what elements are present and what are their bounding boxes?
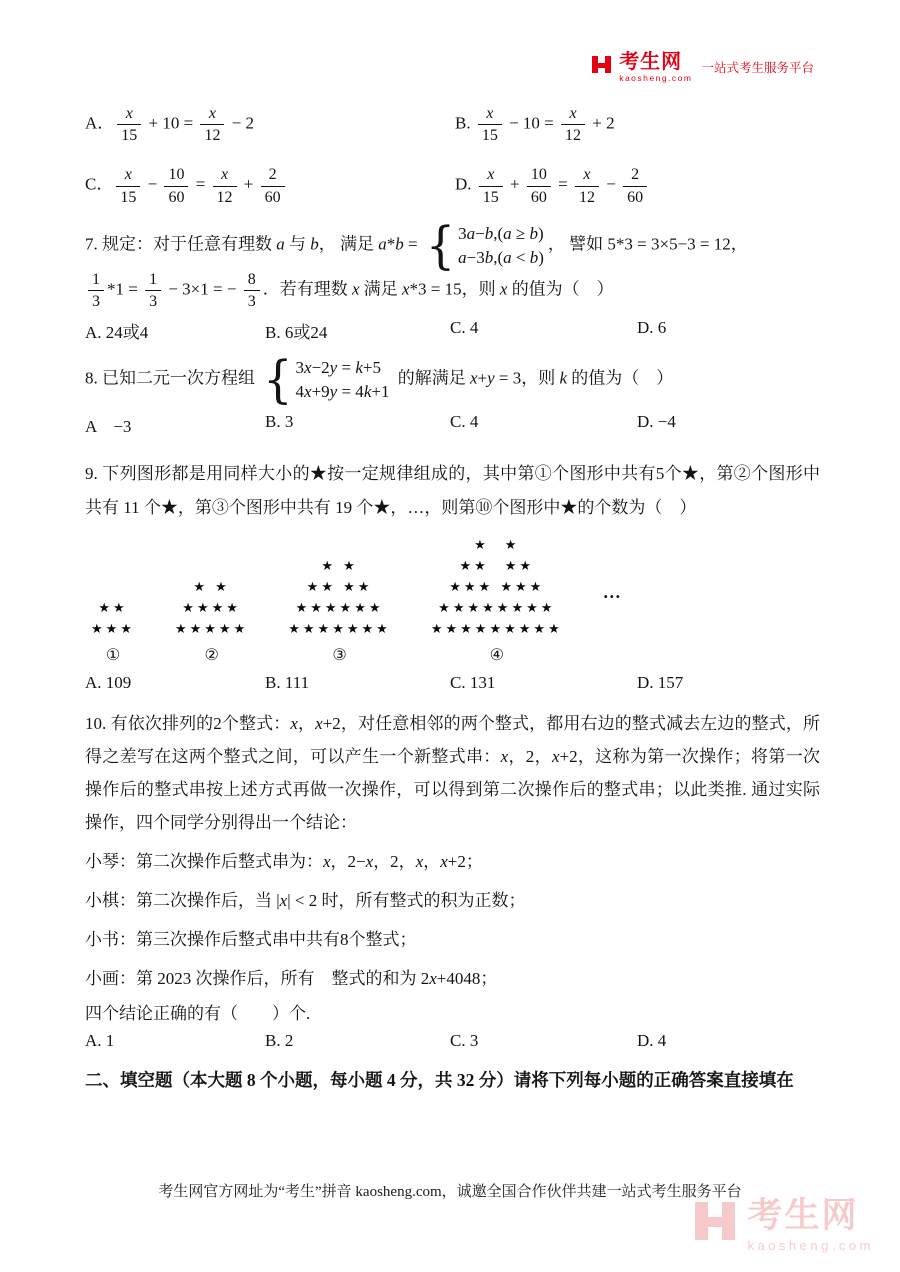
- left-brace: {: [425, 215, 456, 275]
- star-row: ★★★: [91, 622, 135, 638]
- q9-option-b: B. 111: [265, 673, 310, 693]
- q9-figure-1: [91, 598, 135, 665]
- math-variable: b: [484, 248, 494, 267]
- math-variable: b: [310, 234, 319, 254]
- q8-option-c: C. 4: [450, 412, 479, 432]
- q8-option-a: A −3: [85, 417, 132, 437]
- case-line: 3x−2y = k+5: [295, 357, 381, 377]
- math-variable: x: [323, 852, 331, 872]
- watermark-brand: 考生网: [747, 1196, 859, 1235]
- math-variable: x: [440, 852, 448, 872]
- q8-stem: 8. 已知二元一次方程组 { 3x−2y = k+5 4x+9y = 4k+1 的解满足 x+y = 3，则 k 的值为（ ）: [85, 348, 674, 409]
- fraction: $\frac{10}{60}$: [527, 165, 551, 206]
- figure-label-3: ③: [332, 647, 347, 665]
- case-line: 3a−b,(a ≥ b): [458, 223, 544, 243]
- q9-stem: 9. 下列图形都是用同样大小的★按一定规律组成的，其中第①个图形中共有5个★，第②个图形中共有 11 个★，第③个图形中共有 19 个★，…，则第⑩个图形中★的个数为（ ）: [85, 464, 820, 518]
- star-pattern-4: [431, 535, 563, 640]
- star-row: ★★★★★★★★★: [430, 622, 563, 638]
- fraction: $\frac{x}{15}$: [478, 104, 502, 145]
- star-row: ★★: [98, 601, 128, 617]
- q9-figure-2: [175, 577, 248, 665]
- q10-option-c: C. 3: [450, 1031, 479, 1051]
- watermark-text: [747, 1198, 874, 1252]
- brand-icon: [591, 54, 612, 80]
- math-variable: a: [378, 234, 387, 254]
- q7-option-c: C. 4: [450, 317, 479, 337]
- watermark-domain: kaosheng.com: [747, 1238, 874, 1253]
- fraction: $\frac{x}{15}$: [117, 104, 141, 145]
- star-row: ★ ★: [193, 580, 230, 596]
- math-variable: x: [315, 714, 323, 734]
- q6-option-d: D. $\frac{x}{15}$ + $\frac{10}{60}$ = $\frac{x}{12}$ − $\frac{2}{60}$: [455, 165, 820, 206]
- fraction: $\frac{1}{3}$: [88, 270, 104, 311]
- star-pattern-1: [91, 598, 135, 640]
- math-variable: y: [329, 381, 338, 401]
- q9-option-d: D. 157: [637, 673, 684, 693]
- star-row: ★★★★★: [174, 622, 249, 638]
- watermark-logo: [692, 1198, 874, 1252]
- math-variable: y: [329, 357, 338, 377]
- q7-option-d: D. 6: [637, 317, 667, 337]
- fraction: $\frac{2}{60}$: [623, 165, 647, 206]
- q9-figure-3: [288, 556, 391, 665]
- math-variable: x: [304, 381, 312, 401]
- section2-heading: 二、填空题（本大题 8 个小题，每小题 4 分，共 32 分）请将下列每小题的正确答案直接填在: [85, 1070, 794, 1091]
- math-variable: y: [487, 368, 495, 388]
- pattern-ellipsis: …: [602, 582, 621, 603]
- math-variable: k: [363, 381, 372, 401]
- case-line: a−3b,(a < b): [458, 248, 544, 267]
- brand-tagline: 一站式考生服务平台: [701, 61, 814, 76]
- math-variable: x: [429, 969, 437, 989]
- math-variable: x: [415, 852, 424, 872]
- math-variable: x: [402, 279, 410, 299]
- q9-option-a: A. 109: [85, 673, 132, 693]
- q7-option-a: A. 24或4: [85, 322, 149, 342]
- q10-stem: 10. 有依次排列的2个整式：x，x+2，对任意相邻的两个整式，都用右边的整式减去左边的整式，所得之差写在这两个整式之间，可以产生一个新整式串：x，2，x+2，这称为第一次操作；将第一次操作后的整式串按上述方式再做一次操作，可以得到第二次操作后的整式串；以此类推. 通过实际操作，四个同学分别得出一个结论：: [85, 714, 821, 833]
- math-variable: b: [529, 223, 538, 243]
- math-variable: k: [559, 368, 568, 388]
- star-row: ★★ ★★: [306, 580, 373, 596]
- q10-claim-xiaohua: 小画：第 2023 次操作后，所有 整式的和为 2x+4048；: [85, 969, 498, 989]
- fraction: $\frac{1}{3}$: [145, 270, 161, 311]
- star-pattern-2: [175, 577, 248, 640]
- fraction: $\frac{10}{60}$: [164, 165, 188, 206]
- q8-option-d: D. −4: [637, 412, 676, 432]
- watermark-icon: [692, 1198, 738, 1249]
- q10-conclusion: 四个结论正确的有（ ）个.: [85, 1004, 311, 1024]
- math-variable: a: [276, 234, 285, 254]
- q7-stem-line2: $\frac{1}{3}$ *1 = $\frac{1}{3}$ − 3×1 = − $\frac{8}{3}$ ．若有理数 x 满足 x*3 = 15，则 x 的值为（ ）: [85, 270, 820, 311]
- q6-option-b: B. $\frac{x}{15}$ − 10 = $\frac{x}{12}$ + 2: [455, 105, 615, 145]
- fraction: $\frac{x}{12}$: [213, 165, 237, 206]
- q6-options-row-ab: [85, 104, 820, 145]
- case-line: 4x+9y = 4k+1: [295, 381, 390, 401]
- q8-option-b: B. 3: [265, 412, 294, 432]
- q6-option-c: C． $\frac{x}{15}$ − $\frac{10}{60}$ = $\frac{x}{12}$ + $\frac{2}{60}$: [85, 165, 455, 206]
- left-brace: {: [263, 348, 293, 409]
- math-variable: x: [500, 747, 509, 767]
- math-variable: x: [290, 714, 298, 734]
- brand-name: 考生网: [619, 51, 683, 73]
- math-variable: x: [351, 279, 360, 299]
- math-variable: a: [466, 223, 476, 243]
- q9-option-c: C. 131: [450, 673, 496, 693]
- math-variable: x: [469, 368, 478, 388]
- q10-option-a: A. 1: [85, 1031, 115, 1051]
- star-row: ★★★★★★★: [288, 622, 391, 638]
- star-pattern-3: [288, 556, 391, 640]
- brace-system: [263, 348, 390, 409]
- q7-options: [85, 318, 820, 343]
- brace-system: [425, 215, 544, 275]
- brand-text: [619, 52, 692, 83]
- star-row: ★ ★: [321, 559, 358, 575]
- fraction: $\frac{x}{15}$: [479, 165, 503, 206]
- fraction: $\frac{x}{12}$: [561, 104, 585, 145]
- figure-label-2: ②: [204, 647, 219, 665]
- q10-claim-xiaoqin: 小琴：第二次操作后整式串为：x，2−x，2，x，x+2；: [85, 852, 483, 872]
- math-variable: k: [355, 357, 363, 377]
- fraction: $\frac{x}{12}$: [575, 165, 599, 206]
- q9-figure-4: [431, 535, 563, 665]
- math-variable: x: [279, 891, 288, 911]
- q9-options: [85, 673, 820, 693]
- math-variable: b: [484, 223, 494, 243]
- math-variable: a: [458, 248, 467, 267]
- q10-option-d: D. 4: [637, 1031, 667, 1051]
- star-row: ★★ ★★: [459, 559, 535, 575]
- math-variable: x: [304, 357, 312, 377]
- page-footer: 考生网官方网址为“考生”拼音 kaosheng.com，诚邀全国合作伙伴共建一站式考生服务平台: [158, 1184, 742, 1200]
- q7-option-b: B. 6或24: [265, 322, 328, 342]
- q10-option-b: B. 2: [265, 1031, 294, 1051]
- math-variable: x: [365, 852, 374, 872]
- q10-options: [85, 1031, 820, 1051]
- q10-claim-xiaoshu: 小书：第三次操作后整式串中共有8个整式；: [85, 930, 417, 950]
- math-variable: b: [395, 234, 404, 254]
- site-logo: [591, 52, 814, 83]
- fraction: $\frac{2}{60}$: [261, 165, 285, 206]
- math-variable: b: [529, 248, 539, 267]
- q8-options: [85, 412, 820, 437]
- math-variable: x: [551, 747, 560, 767]
- q7-stem-line1: 7. 规定：对于任意有理数 a 与 b， 满足 a*b = { 3a−b,(a ≥ b) a−3b,(a < b) ， 譬如 5*3 = 3×5−3 = 12，: [85, 215, 748, 275]
- math-variable: a: [503, 248, 512, 267]
- star-row: ★ ★: [474, 538, 520, 554]
- star-row: ★★★★★★: [295, 601, 384, 617]
- brand-domain: kaosheng.com: [619, 73, 693, 83]
- math-variable: a: [503, 223, 512, 243]
- figure-label-4: ④: [489, 647, 504, 665]
- q6-options-row-cd: [85, 165, 820, 206]
- math-variable: x: [499, 279, 508, 299]
- fraction: $\frac{x}{15}$: [116, 165, 140, 206]
- fraction: $\frac{8}{3}$: [244, 270, 260, 311]
- q10-claim-xiaoqi: 小棋：第二次操作后，当 |x| < 2 时，所有整式的积为正数；: [85, 891, 526, 911]
- figure-label-1: ①: [105, 647, 121, 665]
- star-row: ★★★ ★★★: [449, 580, 545, 596]
- star-row: ★★★★★★★★: [438, 601, 556, 617]
- fraction: $\frac{x}{12}$: [200, 104, 224, 145]
- q9-figures: [91, 535, 820, 665]
- q6-option-a: A． $\frac{x}{15}$ + 10 = $\frac{x}{12}$ − 2: [85, 105, 255, 145]
- star-row: ★★★★: [182, 601, 241, 617]
